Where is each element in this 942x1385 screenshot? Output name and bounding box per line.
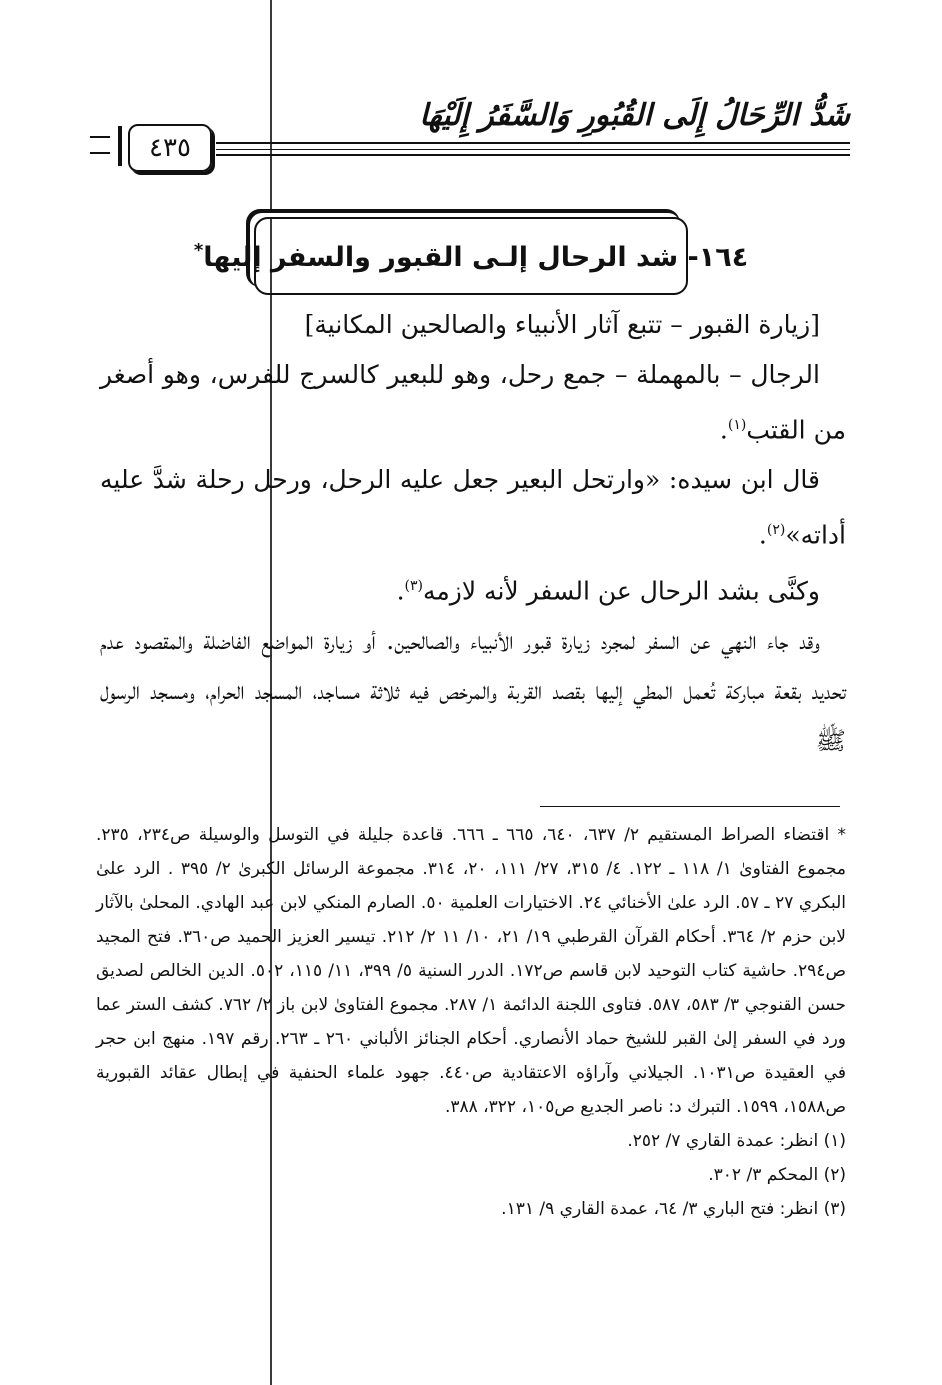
section-title-mark: * bbox=[193, 239, 204, 261]
running-header-title: شَدُّ الرِّحَالُ إِلَى القُبُورِ وَالسَّفَرُ إِلَيْهَا bbox=[419, 98, 850, 133]
footnote-divider bbox=[540, 806, 840, 807]
section-subtitle: [زيارة القبور – تتبع آثار الأنبياء والصالحين المكانية] bbox=[304, 310, 820, 339]
header-end-mark bbox=[90, 136, 110, 154]
main-text bbox=[100, 300, 846, 766]
footnote-2: (٢) المحكم ٣/ ٣٠٢. bbox=[708, 1165, 846, 1185]
paragraph: وكنَّى بشد الرحال عن السفر لأنه لازمه$^{(٣)}$. bbox=[396, 575, 820, 605]
section-title bbox=[194, 240, 748, 273]
section-title-text: ١٦٤- شد الرحال إلـى القبور والسفر إليها bbox=[203, 241, 749, 273]
footnote-ref: (٣) bbox=[404, 577, 423, 594]
paragraph-text: الرجال – بالمهملة – جمع رحل، وهو للبعير كالسرج للفرس، وهو أصغر من القتب bbox=[100, 360, 846, 445]
footnote-1: (١) انظر: عمدة القاري ٧/ ٢٥٢. bbox=[627, 1131, 846, 1151]
header-rule bbox=[216, 142, 850, 144]
paragraph-text: وكنَّى بشد الرحال عن السفر لأنه لازمه bbox=[422, 575, 820, 605]
page-number: ٤٣٥ bbox=[128, 124, 212, 172]
header-rule bbox=[216, 149, 850, 150]
paragraph: قال ابن سيده: «وارتحل البعير جعل عليه الرحل، ورحل رحلة شدَّ عليه أداته»$^{(٢)}$. bbox=[100, 465, 846, 550]
footnote-star: * اقتضاء الصراط المستقيم ٢/ ٦٣٧، ٦٤٠، ٦٦٥ ـ ٦٦٦. قاعدة جليلة في التوسل والوسيلة ص٢٣٤، ٢٣٥. مجموع الفتاوىٰ ١/ ١١٨ ـ ١٢٢. ٤/ ٣١٥، ٢٧/ ١١١، ٢٠، ٣١٤. مجموعة الرسائل الكبرىٰ ٢/ ٣٩٥ . الرد علىٰ البكري ٢٧ ـ ٥٧. الرد علىٰ الأخنائي ٢٤. الاختيارات العلمية ٥٠. الصارم المنكي لابن عبد الهادي. المحلىٰ بالآثار لابن حزم ٢/ ٣٦٤. أحكام القرآن القرطبي ١٩/ ٢١، ١٠/ ١١ ٢/ ٢١٢. تيسير العزيز الحميد ص٣٦٠. فتح المجيد ص٢٩٤. حاشية كتاب التوحيد لابن قاسم ص١٧٢. الدرر السنية ٥/ ٣٩٩، ١١/ ١١٥، ٥٠٢. الدين الخالص لصديق حسن القنوجي ٣/ ٥٨٣، ٥٨٧. فتاوى اللجنة الدائمة ١/ ٢٨٧. مجموع الفتاوىٰ لابن باز ٢/ ٧٦٢. كشف الستر عما ورد في السفر إلىٰ القبر للشيخ حماد الأنصاري. أحكام الجنائز الألباني ٢٦٠ ـ ٢٦٣. رقم ١٩٧. منهج ابن حجر في العقيدة ص١٠٣١. الجيلاني وآراؤه الاعتقادية ص٤٤٠. جهود علماء الحنفية في إبطال عقائد القبورية ص١٥٨٨، ١٥٩٩. التبرك د: ناصر الجديع ص١٠٥، ٣٢٢، ٣٨٨. bbox=[96, 825, 847, 1117]
footnotes bbox=[96, 818, 846, 1226]
footnote-ref: (١) bbox=[727, 417, 747, 433]
section-title-box bbox=[193, 217, 749, 295]
header-rule bbox=[216, 154, 850, 156]
page-number-bar bbox=[118, 126, 122, 166]
paragraph: الرجال – بالمهملة – جمع رحل، وهو للبعير كالسرج للفرس، وهو أصغر من القتب$^{(١)}$. bbox=[100, 360, 846, 445]
paragraph-text: قال ابن سيده: «وارتحل البعير جعل عليه الرحل، ورحل رحلة شدَّ عليه أداته» bbox=[100, 465, 846, 550]
paragraph: وقد جاء النهي عن السفر لمجرد زيارة قبور الأنبياء والصالحين. أو زيارة المواضع الفاضلة والمقصود عدم تحديد بقعة مباركة تُعمل المطي إليها بقصد القربة والمرخص فيه ثلاثة مساجد، المسجد الحرام، ومسجد الرسول ﷺ bbox=[100, 625, 846, 755]
footnote-ref: (٢) bbox=[766, 522, 786, 539]
footnote-3: (٣) انظر: فتح الباري ٣/ ٦٤، عمدة القاري ٩/ ١٣١. bbox=[501, 1199, 846, 1219]
